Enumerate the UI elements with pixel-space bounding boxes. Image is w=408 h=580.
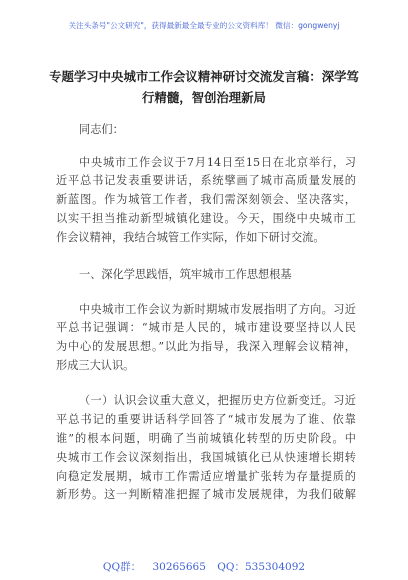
body-line: 中央城市工作会议为新时期城市发展指明了方向。习近 (79, 303, 356, 316)
header-banner: 关注头条号"公文研究"，获得最新最全最专业的公文资料库！ 微信：gongwenyj (68, 21, 340, 30)
body-line: 形成三大认识。 (56, 359, 135, 372)
body-line: 作会议精神，我结合城管工作实际，作如下研讨交流。 (56, 231, 325, 244)
body-line: 平总书记强调：“城市是人民的，城市建设要坚持以人民 (56, 321, 356, 334)
body-line: 中央城市工作会议于7月14日至15日在北京举行，习 (79, 156, 356, 169)
body-line: 央城市工作会议深刻指出，我国城镇化已从快速增长期转 (56, 451, 356, 464)
footer-contact: QQ群： 30265665 QQ：535304092 (102, 561, 306, 573)
body-line: （一）认识会议重大意义，把握历史方位新变迁。习近 (79, 394, 356, 407)
document-title (40, 66, 368, 108)
body-line: 谁”的根本问题，明确了当前城镇化转型的历史阶段。中 (56, 432, 356, 445)
body-line: 新形势。这一判断精准把握了城市发展规律，为我们破解 (56, 488, 356, 501)
section-heading: 一、深化学思践悟，筑牢城市工作思想根基 (79, 268, 292, 281)
body-line: 近平总书记发表重要讲话，系统擘画了城市高质量发展的 (56, 174, 356, 187)
title-line-2: 行精髓，智创治理新局 (142, 90, 266, 105)
salutation: 同志们： (79, 123, 124, 136)
title-line-1: 专题学习中央城市工作会议精神研讨交流发言稿：深学笃 (49, 69, 359, 84)
body-line: 平总书记的重要讲话科学回答了“城市发展为了谁、依靠 (56, 413, 356, 426)
body-line: 向稳定发展期，城市工作需适应增量扩张转为存量提质的 (56, 470, 356, 483)
body-line: 以实干担当推动新型城镇化建设。今天，围绕中央城市工 (56, 212, 356, 225)
body-line: 新蓝图。作为城管工作者，我们需深刻领会、坚决落实， (56, 193, 356, 206)
body-line: 为中心的发展思想。”以此为指导，我深入理解会议精神， (56, 340, 356, 353)
